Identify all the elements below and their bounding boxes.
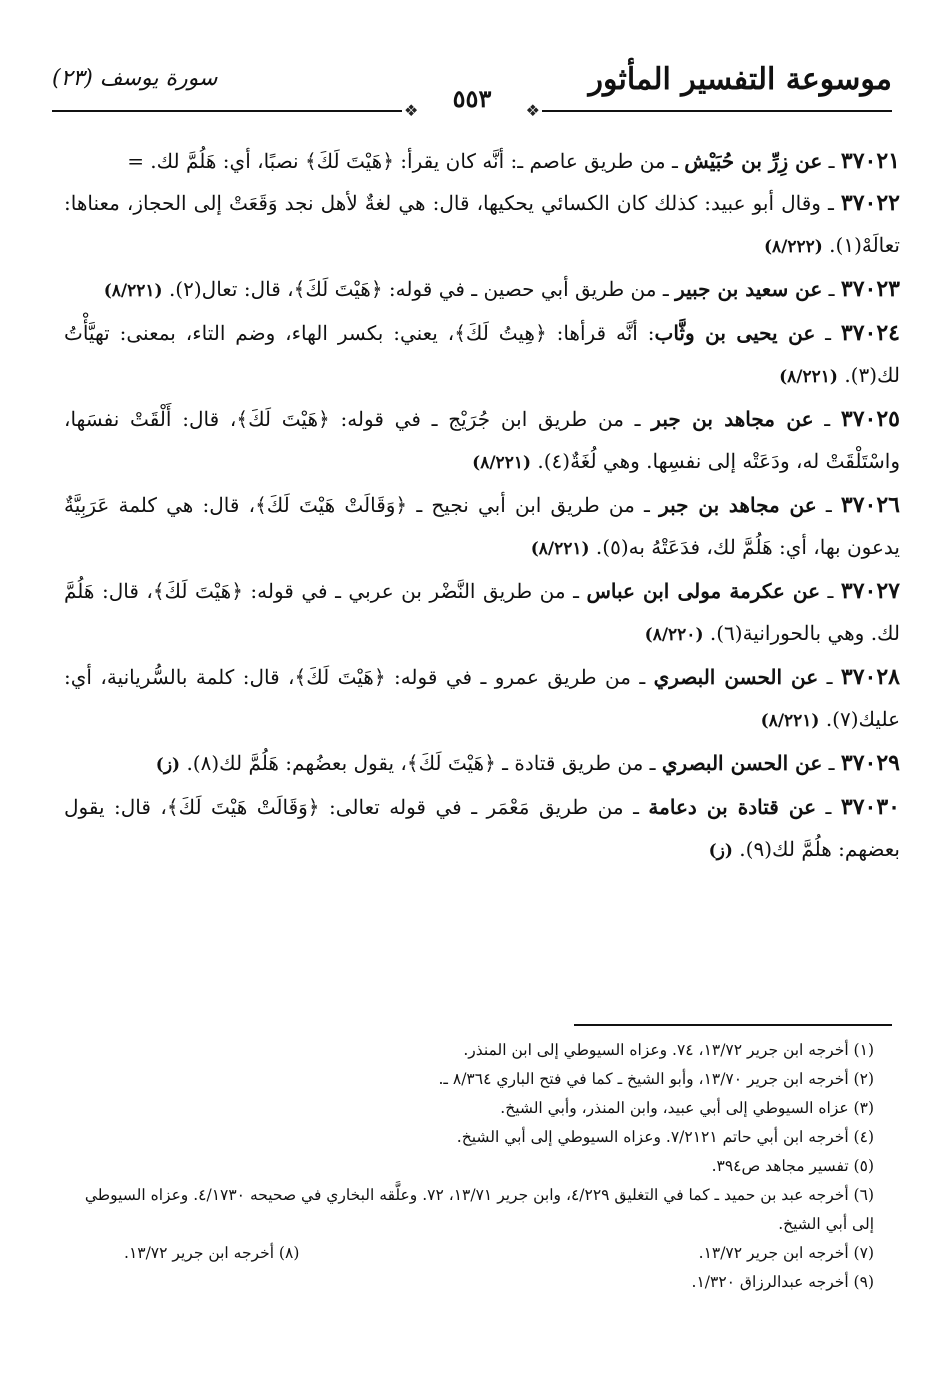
entry-text: ـ من طريق ابن أبي نجيح ـ ﴿وَقَالَتْ هَيْتَ لَكَ﴾، قال: هي كلمة عَرَبِيَّةٌ يدعون بها، أي: هَلُمَّ لك، فدَعَتْهُ به(٥). [64, 493, 900, 559]
entry-reference: (ز) [155, 755, 181, 775]
entry-number: ٣٧٠٢٥ [840, 406, 900, 432]
footnote: (٤) أخرجه ابن أبي حاتم ٧/٢١٢١. وعزاه السيوطي إلى أبي الشيخ. [456, 1128, 874, 1146]
entry-number: ٣٧٠٢٧ [840, 578, 900, 604]
entry-narrator: عن عكرمة مولى ابن عباس [586, 579, 821, 603]
main-text [64, 140, 900, 872]
page-header [52, 62, 892, 120]
entry: ٣٧٠٢١ ـ عن زِرِّ بن حُبَيْش ـ من طريق عاصم ـ: أنَّه كان يقرأ: ﴿هَيْتَ لَكَ﴾ نصبًا، أي: هَلُمَّ لك. = [127, 148, 900, 174]
entry-reference: (ز) [708, 841, 733, 861]
footnote: (٧) أخرجه ابن جرير ١٣/٧٢. [698, 1244, 874, 1262]
entry-reference: (٨/٢٢١) [530, 539, 590, 559]
entry-number: ٣٧٠٢١ [840, 148, 900, 174]
entry-text: ـ من طريق عاصم ـ: أنَّه كان يقرأ: ﴿هَيْتَ لَكَ﴾ نصبًا، أي: هَلُمَّ لك. = [127, 149, 678, 173]
entry: ٣٧٠٣٠ ـ عن قتادة بن دعامة ـ من طريق مَعْمَر ـ في قوله تعالى: ﴿وَقَالَتْ هَيْتَ لَكَ﴾، قال: يقول بعضهم: هلُمَّ لك(٩). (ز) [64, 794, 900, 861]
ornament-icon: ❖ [404, 101, 419, 120]
book-title: موسوعة التفسير المأثور [588, 62, 892, 97]
entry-number: ٣٧٠٢٨ [840, 664, 900, 690]
entry-number: ٣٧٠٢٢ [840, 190, 900, 216]
footnote: (٩) أخرجه عبدالرزاق ١/٣٢٠. [691, 1273, 874, 1291]
entry [64, 182, 900, 268]
entry-number: ٣٧٠٣٠ [840, 794, 900, 820]
header-rule-left [52, 110, 402, 112]
entry-reference: (٨/٢٢١) [760, 711, 820, 731]
footnote: (٨) أخرجه ابن جرير ١٣/٧٢. [124, 1244, 300, 1262]
entry-number: ٣٧٠٢٤ [840, 320, 900, 346]
header-rule-right [542, 110, 892, 112]
entry-narrator: عن مجاهد بن جبر [651, 407, 814, 431]
entry-narrator: عن مجاهد بن جبر [659, 493, 817, 517]
entry: ٣٧٠٢٨ ـ عن الحسن البصري ـ من طريق عمرو ـ في قوله: ﴿هَيْتَ لَكَ﴾، قال: كلمة بالسُّريانية، أي: عليك(٧). (٨/٢٢١) [64, 664, 900, 731]
entry-text: ـ من طريق قتادة ـ ﴿هَيْتَ لَكَ﴾، يقول بعضُهم: هَلُمَّ لك(٨). [186, 751, 656, 775]
entry-reference: (٨/٢٢١) [779, 367, 838, 387]
footnote-pair [64, 1239, 874, 1268]
entry: ٣٧٠٢٦ ـ عن مجاهد بن جبر ـ من طريق ابن أبي نجيح ـ ﴿وَقَالَتْ هَيْتَ لَكَ﴾، قال: هي كلمة عَرَبِيَّةٌ يدعون بها، أي: هَلُمَّ لك، فدَعَتْهُ به(٥). (٨/٢٢١) [64, 492, 900, 559]
footnote: (٦) أخرجه عبد بن حميد ـ كما في التغليق ٤/٢٢٩، وابن جرير ١٣/٧١، ٧٢. وعلَّقه البخاري في صحيحه ٤/١٧٣٠. وعزاه السيوطي إلى أبي الشيخ. [84, 1186, 874, 1233]
sura-label: سورة يوسف (٢٣) [52, 66, 218, 91]
ornament-icon: ❖ [525, 101, 540, 120]
footnote: (١) أخرجه ابن جرير ١٣/٧٢، ٧٤. وعزاه السيوطي إلى ابن المنذر. [463, 1041, 874, 1059]
footnote-separator [574, 1024, 892, 1026]
entry-text: ـ من طريق النَّضْر بن عربي ـ في قوله: ﴿هَيْتَ لَكَ﴾، قال: هَلُمَّ لك. وهي بالحورانية(٦). [64, 579, 900, 645]
entry-text: ـ من طريق عمرو ـ في قوله: ﴿هَيْتَ لَكَ﴾، قال: كلمة بالسُّريانية، أي: عليك(٧). [64, 665, 900, 731]
entry-number: ٣٧٠٢٦ [840, 492, 900, 518]
footnote: (٢) أخرجه ابن جرير ١٣/٧٠، وأبو الشيخ ـ كما في فتح الباري ٨/٣٦٤ ـ. [438, 1070, 874, 1088]
entry: ٣٧٠٢٥ ـ عن مجاهد بن جبر ـ من طريق ابن جُرَيْج ـ في قوله: ﴿هَيْتَ لَكَ﴾، قال: أَلْقَتْ نفسَها، واسْتَلْقَتْ له، ودَعَتْه إلى نفسِها. وهي لُغَةٌ(٤). (٨/٢٢١) [64, 406, 900, 473]
entry: ٣٧٠٢٣ ـ عن سعيد بن جبير ـ من طريق أبي حصين ـ في قوله: ﴿هَيْتَ لَكَ﴾، قال: تعال(٢). (٨/٢٢١) [103, 276, 900, 302]
entry-reference: (٨/٢٢١) [472, 453, 531, 473]
entry-text: : أنَّه قرأها: ﴿هِيتُ لَكَ﴾، يعني: بكسر الهاء، وضم التاء، بمعنى: تهيَّأْتُ لك(٣). [64, 321, 900, 387]
entry-reference: (٨/٢٢٠) [644, 625, 704, 645]
entry-text: ـ من طريق ابن جُرَيْج ـ في قوله: ﴿هَيْتَ لَكَ﴾، قال: أَلْقَتْ نفسَها، واسْتَلْقَتْ له، ودَعَتْه إلى نفسِها. وهي لُغَةٌ(٤). [64, 407, 900, 473]
page-number: ٥٥٣ [452, 84, 492, 113]
entry-narrator: عن يحيى بن وثَّاب [654, 321, 816, 345]
entry-narrator: عن قتادة بن دعامة [648, 795, 817, 819]
footnote: (٥) تفسير مجاهد ص٣٩٤. [711, 1157, 874, 1175]
entry-reference: (٨/٢٢١) [103, 281, 163, 301]
footnotes [64, 1036, 874, 1297]
entry-text: ـ من طريق أبي حصين ـ في قوله: ﴿هَيْتَ لَكَ﴾، قال: تعال(٢). [168, 277, 669, 301]
entry-reference: (٨/٢٢٢) [763, 237, 823, 257]
entry-narrator: عن سعيد بن جبير [675, 277, 823, 301]
entry: ٣٧٠٢٤ ـ عن يحيى بن وثَّاب: أنَّه قرأها: ﴿هِيتُ لَكَ﴾، يعني: بكسر الهاء، وضم التاء، بمعنى: تهيَّأْتُ لك(٣). (٨/٢٢١) [64, 320, 900, 387]
entry: ٣٧٠٢٧ ـ عن عكرمة مولى ابن عباس ـ من طريق النَّضْر بن عربي ـ في قوله: ﴿هَيْتَ لَكَ﴾، قال: هَلُمَّ لك. وهي بالحورانية(٦). (٨/٢٢٠) [64, 578, 900, 645]
entry-number: ٣٧٠٢٩ [840, 750, 900, 776]
entry-text: ـ وقال أبو عبيد: كذلك كان الكسائي يحكيها، قال: هي لغةٌ لأهل نجد وَقَعَتْ إلى الحجاز، معناها: تعالَهْ(١). [64, 191, 900, 257]
footnote: (٣) عزاه السيوطي إلى أبي عبيد، وابن المنذر، وأبي الشيخ. [500, 1099, 874, 1117]
entry-narrator: عن الحسن البصري [661, 751, 823, 775]
entry-number: ٣٧٠٢٣ [840, 276, 900, 302]
entry-narrator: عن الحسن البصري [653, 665, 819, 689]
entry: ٣٧٠٢٩ ـ عن الحسن البصري ـ من طريق قتادة ـ ﴿هَيْتَ لَكَ﴾، يقول بعضُهم: هَلُمَّ لك(٨). (ز) [155, 750, 900, 776]
entry-text: ـ من طريق مَعْمَر ـ في قوله تعالى: ﴿وَقَالَتْ هَيْتَ لَكَ﴾، قال: يقول بعضهم: هلُمَّ لك(٩). [64, 795, 900, 861]
entry-narrator: عن زِرِّ بن حُبَيْش [684, 149, 823, 173]
